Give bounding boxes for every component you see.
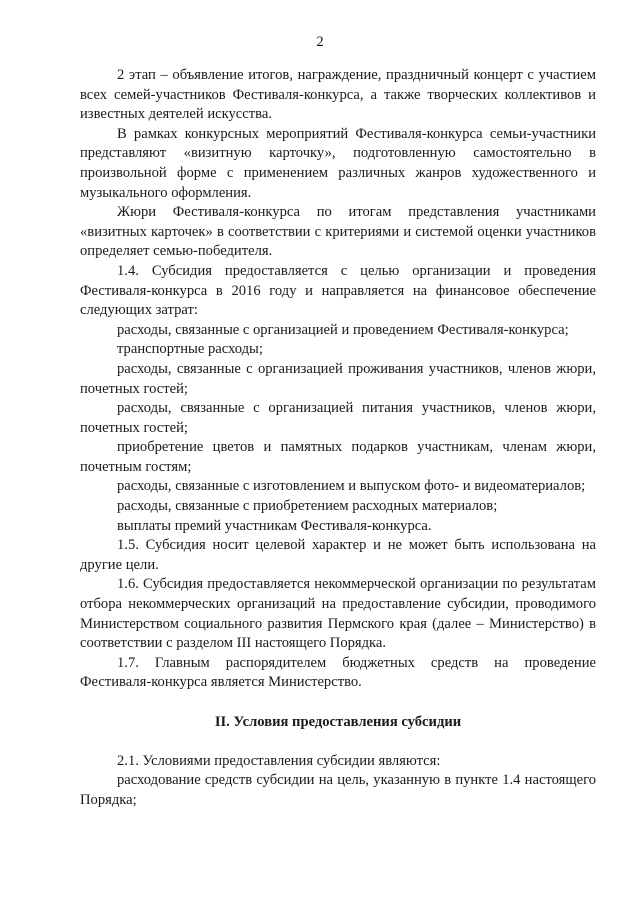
- paragraph-visiting-card: В рамках конкурсных мероприятий Фестиваля-конкурса семьи-участники представляют «визитную карточку», подготовленную самостоятельно в произвольной форме с применением различных жанров художественного и музыкального оформления.: [80, 125, 596, 201]
- paragraph-1-6: 1.6. Субсидия предоставляется некоммерческой организации по результатам отбора некоммерческих организаций на предоставление субсидии, проводимого Министерством социального развития Пермского края (далее – Министерство) в соответствии с разделом III настоящего Порядка.: [80, 576, 596, 652]
- list-item-purpose-spending: расходование средств субсидии на цель, указанную в пункте 1.4 настоящего Порядка;: [80, 772, 596, 808]
- document-body: [80, 66, 596, 810]
- list-item-catering-costs: расходы, связанные с организацией питания участников, членов жюри, почетных гостей;: [80, 400, 596, 436]
- paragraph-1-7: 1.7. Главным распорядителем бюджетных средств на проведение Фестиваля-конкурса является Министерство.: [80, 654, 596, 691]
- section-heading-ii: II. Условия предоставления субсидии: [214, 714, 462, 730]
- page-number: 2: [316, 34, 324, 50]
- paragraph-1-5: 1.5. Субсидия носит целевой характер и не может быть использована на другие цели.: [80, 537, 596, 573]
- list-item-flowers-gifts: приобретение цветов и памятных подарков участникам, членам жюри, почетным гостям;: [80, 439, 596, 475]
- list-item-photo-video: расходы, связанные с изготовлением и выпуском фото- и видеоматериалов;: [117, 478, 586, 495]
- list-item-transport-costs: транспортные расходы;: [117, 341, 263, 358]
- list-item-prizes: выплаты премий участникам Фестиваля-конкурса.: [117, 517, 432, 534]
- paragraph-2-1: 2.1. Условиями предоставления субсидии являются:: [117, 752, 441, 769]
- paragraph-1-4: 1.4. Субсидия предоставляется с целью организации и проведения Фестиваля-конкурса в 2016 году и направляется на финансовое обеспечение следующих затрат:: [80, 262, 596, 319]
- list-item-organization-costs: расходы, связанные с организацией и проведением Фестиваля-конкурса;: [117, 321, 569, 338]
- list-item-accommodation-costs: расходы, связанные с организацией проживания участников, членов жюри, почетных гостей;: [80, 360, 596, 397]
- paragraph-jury: Жюри Фестиваля-конкурса по итогам представления участниками «визитных карточек» в соответствии с критериями и системой оценки участников определяет семью-победителя.: [80, 204, 596, 260]
- paragraph-stage-2: 2 этап – объявление итогов, награждение, праздничный концерт с участием всех семей-участников Фестиваля-конкурса, а также творческих коллективов и известных деятелей искусства.: [80, 67, 596, 123]
- list-item-consumables: расходы, связанные с приобретением расходных материалов;: [117, 498, 498, 515]
